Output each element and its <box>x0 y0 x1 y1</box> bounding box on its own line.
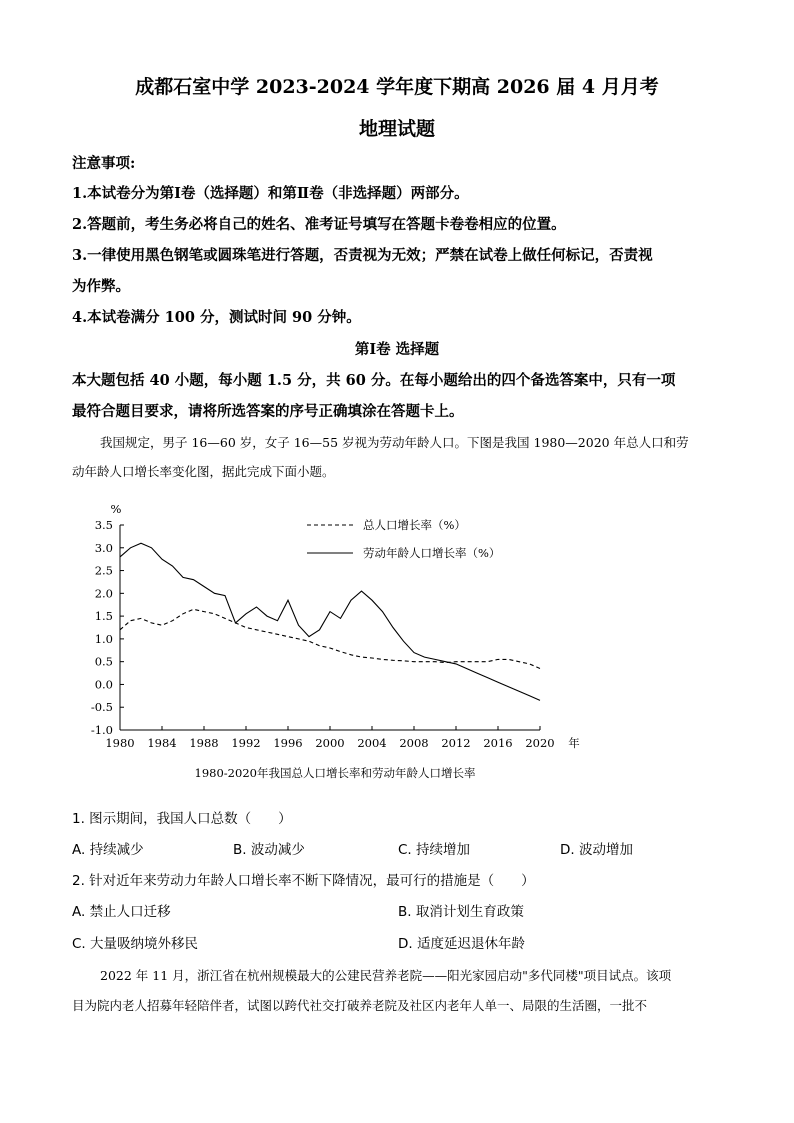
series-line-total-population <box>120 609 540 668</box>
section-intro: 本大题包括 40 小题，每小题 1.5 分，共 60 分。在每小题给出的四个备选答案中，只有一项 <box>72 372 676 389</box>
x-tick-label: 1996 <box>273 736 303 750</box>
question-stem: 1. 图示期间，我国人口总数（ ） <box>72 811 292 827</box>
exam-title: 成都石室中学 2023-2024 学年度下期高 2026 届 4 月月考 <box>135 76 659 98</box>
x-tick-label: 1980 <box>105 736 135 750</box>
passage-text: 目为院内老人招募年轻陪伴者，试图以跨代社交打破养老院及社区内老年人单一、局限的生活圈，一批不 <box>72 998 648 1013</box>
population-growth-chart <box>85 495 605 795</box>
x-tick-label: 2004 <box>357 736 387 750</box>
x-tick-label: 2016 <box>483 736 513 750</box>
x-tick-label: 1988 <box>189 736 219 750</box>
y-tick-label: -0.5 <box>90 700 113 715</box>
y-tick-label: 0.5 <box>94 654 113 669</box>
legend-label: 总人口增长率（%） <box>363 518 466 532</box>
section-heading: 第Ⅰ卷 选择题 <box>354 341 440 358</box>
y-axis-label: % <box>110 502 122 516</box>
series-line-working-age <box>120 543 540 700</box>
option-d[interactable]: D. 适度延迟退休年龄 <box>398 936 525 952</box>
x-tick-label: 2008 <box>399 736 429 750</box>
y-tick-label: 2.0 <box>94 586 113 601</box>
y-tick-label: 3.0 <box>94 540 113 555</box>
x-tick-label: 2020 <box>525 736 555 750</box>
x-tick-label: 1984 <box>147 736 177 750</box>
option-d[interactable]: D. 波动增加 <box>560 842 633 858</box>
x-tick-label: 1992 <box>231 736 261 750</box>
x-axis-label: 年 <box>568 736 580 750</box>
option-c[interactable]: C. 大量吸纳境外移民 <box>72 936 199 952</box>
y-tick-label: 1.5 <box>94 609 113 624</box>
passage-text: 我国规定，男子 16—60 岁，女子 16—55 岁视为劳动年龄人口。下图是我国 1980—2020 年总人口和劳 <box>100 435 689 450</box>
passage-text: 动年龄人口增长率变化图，据此完成下面小题。 <box>72 464 335 479</box>
exam-subject: 地理试题 <box>358 118 435 140</box>
y-tick-label: 1.0 <box>94 631 113 646</box>
question-stem: 2. 针对近年来劳动力年龄人口增长率不断下降情况，最可行的措施是（ ） <box>72 873 535 889</box>
x-tick-label: 2012 <box>441 736 471 750</box>
notice-item: 1.本试卷分为第Ⅰ卷（选择题）和第Ⅱ卷（非选择题）两部分。 <box>72 185 469 202</box>
notice-item: 4.本试卷满分 100 分，测试时间 90 分钟。 <box>72 309 361 326</box>
y-tick-label: 0.0 <box>94 677 113 692</box>
option-b[interactable]: B. 波动减少 <box>233 842 305 858</box>
option-c[interactable]: C. 持续增加 <box>398 842 471 858</box>
notice-item: 2.答题前，考生务必将自己的姓名、准考证号填写在答题卡卷卷相应的位置。 <box>72 216 566 233</box>
notice-heading: 注意事项: <box>72 155 136 172</box>
passage-text: 2022 年 11 月，浙江省在杭州规模最大的公建民营养老院——阳光家园启动"多代同楼"项目试点。该项 <box>100 968 672 983</box>
notice-item: 3.一律使用黑色钢笔或圆珠笔进行答题，否责视为无效；严禁在试卷上做任何标记，否责视 <box>72 247 653 264</box>
legend-label: 劳动年龄人口增长率（%） <box>363 546 501 560</box>
y-tick-label: -1.0 <box>90 723 113 737</box>
notice-item: 为作弊。 <box>72 278 130 295</box>
option-a[interactable]: A. 持续减少 <box>72 842 144 858</box>
chart-caption: 1980-2020年我国总人口增长率和劳动年龄人口增长率 <box>194 766 476 780</box>
y-tick-label: 2.5 <box>94 563 113 578</box>
option-b[interactable]: B. 取消计划生育政策 <box>398 904 524 920</box>
option-a[interactable]: A. 禁止人口迁移 <box>72 904 171 920</box>
section-intro: 最符合题目要求，请将所选答案的序号正确填涂在答题卡上。 <box>72 403 464 420</box>
y-tick-label: 3.5 <box>94 518 113 532</box>
x-tick-label: 2000 <box>315 736 345 750</box>
